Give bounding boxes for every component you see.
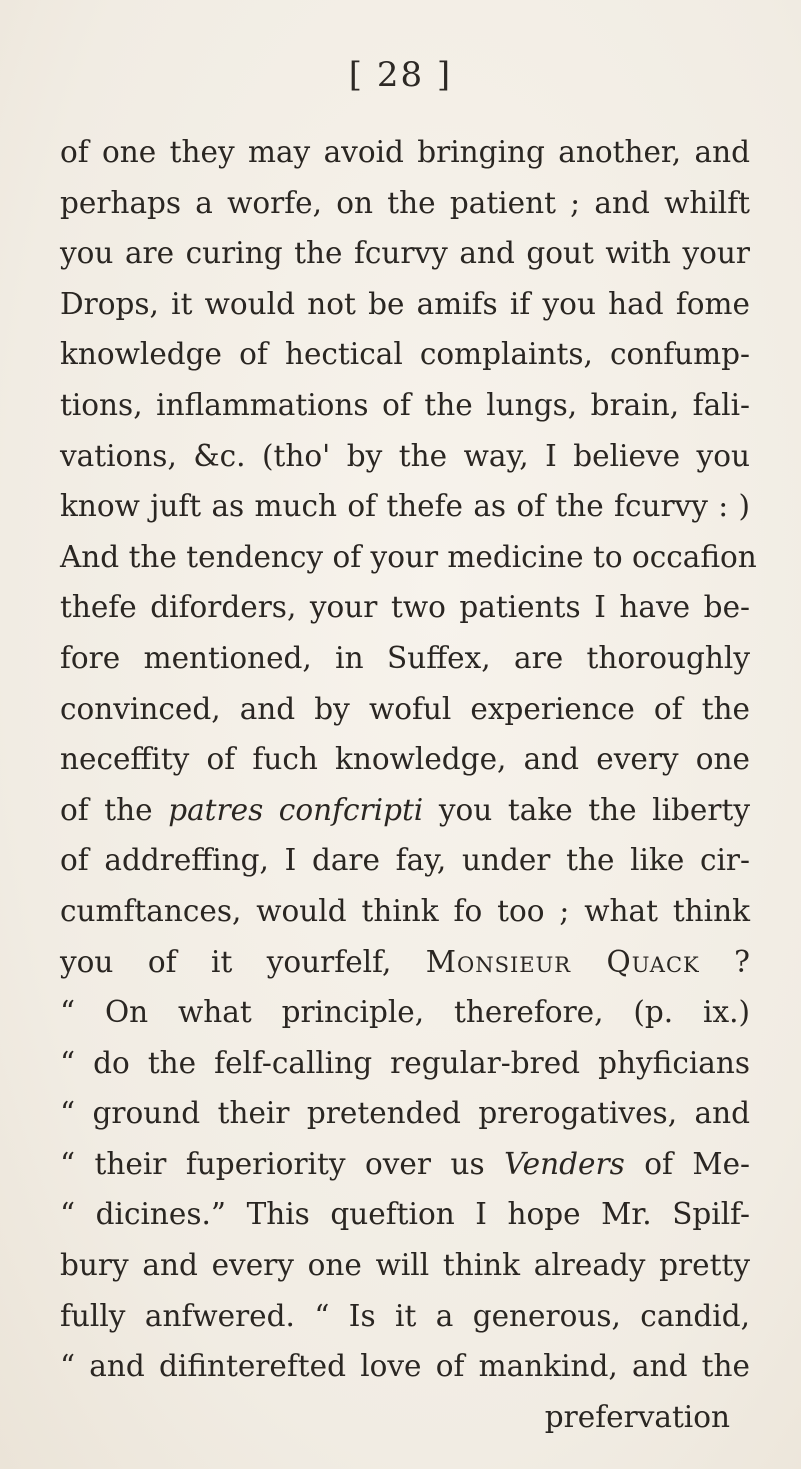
- emphasized-text: patres confcripti: [168, 792, 424, 827]
- text-segment: of the: [60, 792, 169, 827]
- text-segment: And the tendency of your medicine to occafion: [60, 539, 757, 574]
- text-segment: ?: [699, 944, 750, 979]
- text-segment: you of it yourfelf,: [60, 944, 426, 979]
- text-segment: “ do the felf-calling regular-bred phyficians: [60, 1045, 750, 1080]
- text-segment: convinced, and by woful experience of the: [60, 691, 750, 726]
- text-line: [60, 1291, 750, 1342]
- text-line: [60, 937, 750, 988]
- text-line: [60, 582, 750, 633]
- page-number-header: [ 28 ]: [348, 55, 453, 95]
- text-segment: tions, inflammations of the lungs, brain, fali-: [60, 387, 750, 422]
- text-segment: “ and difinterefted love of mankind, and the: [60, 1349, 750, 1384]
- text-line: [60, 279, 750, 330]
- text-line: [60, 785, 750, 836]
- text-line: [60, 1341, 750, 1392]
- text-line: [60, 1088, 750, 1139]
- text-segment: “ dicines.” This queftion I hope Mr. Spilf-: [60, 1197, 750, 1232]
- text-segment: neceffity of fuch knowledge, and every one: [60, 742, 750, 777]
- text-line: [60, 1189, 750, 1240]
- text-segment: you take the liberty: [423, 792, 750, 827]
- text-segment: fore mentioned, in Suffex, are thoroughly: [60, 640, 750, 675]
- body-text: [60, 127, 757, 1442]
- text-line: [60, 987, 750, 1038]
- text-segment: “ On what principle, therefore, (p. ix.): [60, 995, 750, 1030]
- text-segment: Drops, it would not be amifs if you had fome: [60, 286, 750, 321]
- text-line: [60, 886, 750, 937]
- text-segment: thefe diforders, your two patients I have be-: [60, 590, 750, 625]
- text-segment: “ ground their pretended prerogatives, and: [60, 1096, 750, 1131]
- text-line: [60, 329, 750, 380]
- catchword: prefervation: [544, 1399, 730, 1434]
- emphasized-text: Venders: [504, 1146, 625, 1181]
- text-line: [60, 178, 750, 229]
- text-segment: knowledge of hectical complaints, confump-: [60, 337, 750, 372]
- text-segment: of one they may avoid bringing another, and: [60, 135, 750, 169]
- text-line: [60, 380, 750, 431]
- text-line: [60, 633, 750, 684]
- text-line: [60, 835, 750, 886]
- text-line: [60, 684, 750, 735]
- text-segment: of Me-: [624, 1146, 750, 1181]
- text-segment: perhaps a worfe, on the patient ; and whilft: [60, 185, 750, 220]
- emphasized-text: Monsieur Quack: [425, 944, 700, 979]
- text-line: [60, 127, 750, 178]
- text-line: [60, 1240, 750, 1291]
- text-segment: vations, &c. (tho' by the way, I believe you: [60, 438, 750, 473]
- text-segment: of addreffing, I dare fay, under the like cir-: [60, 843, 750, 878]
- text-segment: fully anfwered. “ Is it a generous, candid,: [60, 1298, 750, 1333]
- text-line: [60, 431, 750, 482]
- text-segment: cumftances, would think fo too ; what think: [60, 893, 750, 928]
- text-line: [60, 228, 750, 279]
- text-segment: know juft as much of thefe as of the fcurvy : ): [60, 489, 750, 524]
- text-line: [60, 734, 750, 785]
- text-line: [60, 1139, 750, 1190]
- text-segment: “ their fuperiority over us: [60, 1146, 505, 1181]
- text-line: [60, 1038, 750, 1089]
- text-segment: you are curing the fcurvy and gout with your: [60, 236, 750, 271]
- text-segment: bury and every one will think already pretty: [60, 1248, 750, 1283]
- text-line: [60, 532, 757, 583]
- text-line: [60, 481, 750, 532]
